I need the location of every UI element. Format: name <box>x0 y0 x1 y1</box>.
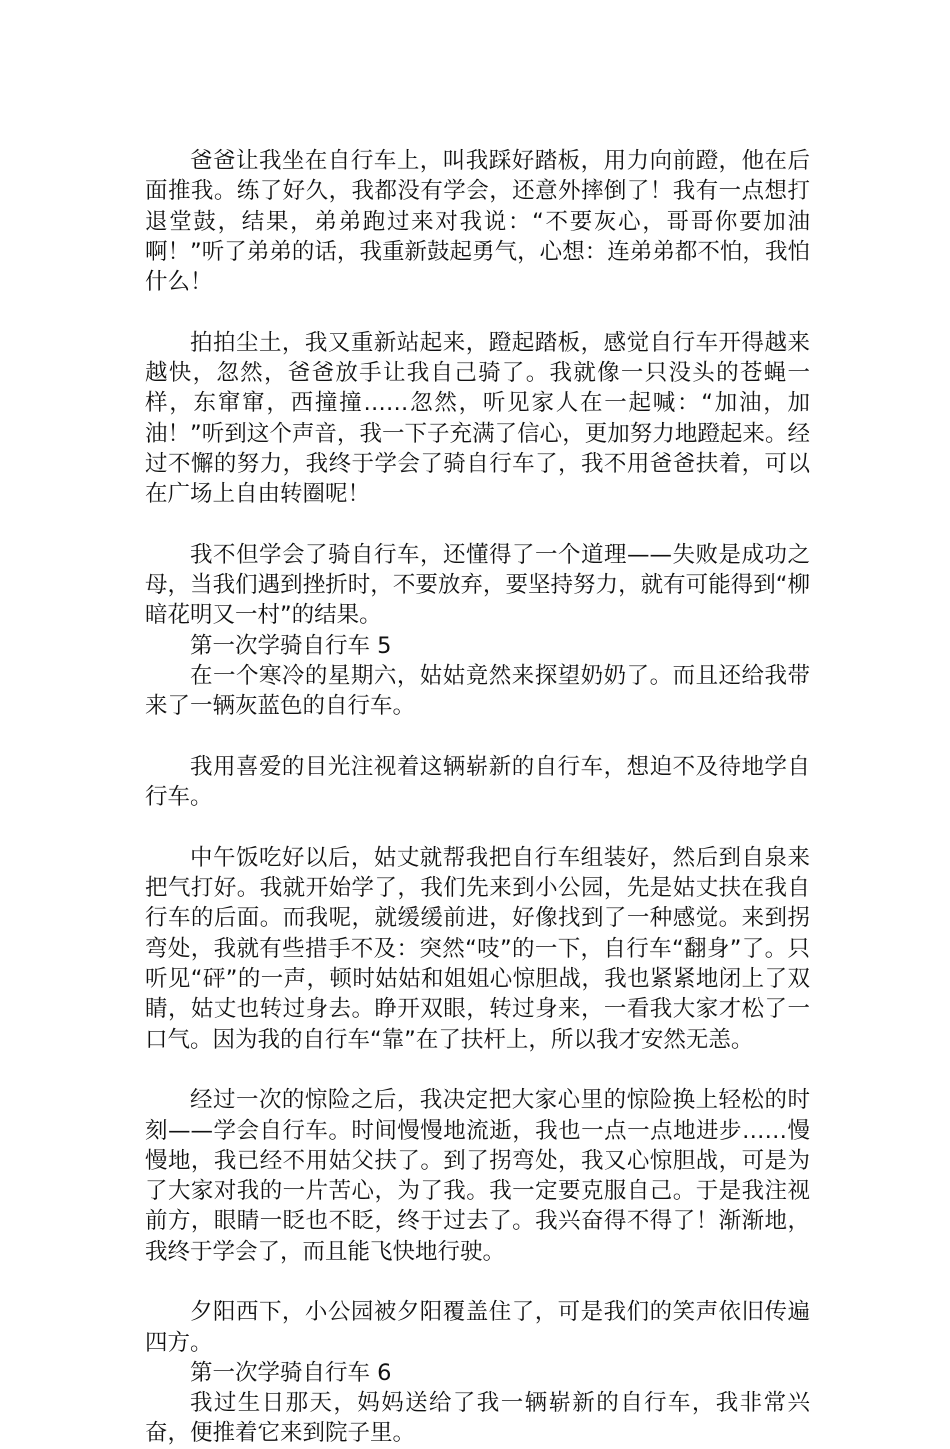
section-heading-5: 第一次学骑自行车 5 <box>190 632 392 659</box>
document-body <box>145 146 810 1449</box>
paragraph: 我不但学会了骑自行车，还懂得了一个道理——失败是成功之母，当我们遇到挫折时，不要放弃，要坚持努力，就有可能得到“柳暗花明又一村”的结果。 <box>145 541 810 629</box>
paragraph: 拍拍尘土，我又重新站起来，蹬起踏板，感觉自行车开得越来越快，忽然，爸爸放手让我自己骑了。我就像一只没头的苍蝇一样，东窜窜，西撞撞……忽然，听见家人在一起喊：“加油，加油！”听到这个声音，我一下子充满了信心，更加努力地蹬起来。经过不懈的努力，我终于学会了骑自行车了，我不用爸爸扶着，可以在广场上自由转圈呢！ <box>145 329 810 508</box>
paragraph: 夕阳西下，小公园被夕阳覆盖住了，可是我们的笑声依旧传遍四方。 <box>145 1299 810 1356</box>
paragraph: 我用喜爱的目光注视着这辆崭新的自行车，想迫不及待地学自行车。 <box>145 753 810 811</box>
paragraph: 爸爸让我坐在自行车上，叫我踩好踏板，用力向前蹬，他在后面推我。练了好久，我都没有学会，还意外摔倒了！我有一点想打退堂鼓，结果，弟弟跑过来对我说：“不要灰心，哥哥你要加油啊！”听了弟弟的话，我重新鼓起勇气，心想：连弟弟都不怕，我怕什么！ <box>145 148 810 296</box>
section-heading-6: 第一次学骑自行车 6 <box>190 1359 392 1386</box>
paragraph: 在一个寒冷的星期六，姑姑竟然来探望奶奶了。而且还给我带来了一辆灰蓝色的自行车。 <box>145 663 810 720</box>
paragraph: 中午饭吃好以后，姑丈就帮我把自行车组装好，然后到自泉来把气打好。我就开始学了，我们先来到小公园，先是姑丈扶在我自行车的后面。而我呢，就缓缓前进，好像找到了一种感觉。来到拐弯处，我就有些措手不及：突然“吱”的一下，自行车“翻身”了。只听见“砰”的一声，顿时姑姑和姐姐心惊胆战，我也紧紧地闭上了双睛，姑丈也转过身去。睁开双眼，转过身来，一看我大家才松了一口气。因为我的自行车“靠”在了扶杆上，所以我才安然无恙。 <box>145 844 810 1053</box>
paragraph: 经过一次的惊险之后，我决定把大家心里的惊险换上轻松的时刻——学会自行车。时间慢慢地流逝，我也一点一点地进步……慢慢地，我已经不用姑父扶了。到了拐弯处，我又心惊胆战，可是为了大家对我的一片苦心，为了我。我一定要克服自己。于是我注视前方，眼睛一眨也不眨，终于过去了。我兴奋得不得了！渐渐地，我终于学会了，而且能飞快地行驶。 <box>145 1087 810 1265</box>
paragraph: 我过生日那天，妈妈送给了我一辆崭新的自行车，我非常兴奋，便推着它来到院子里。 <box>145 1390 810 1447</box>
